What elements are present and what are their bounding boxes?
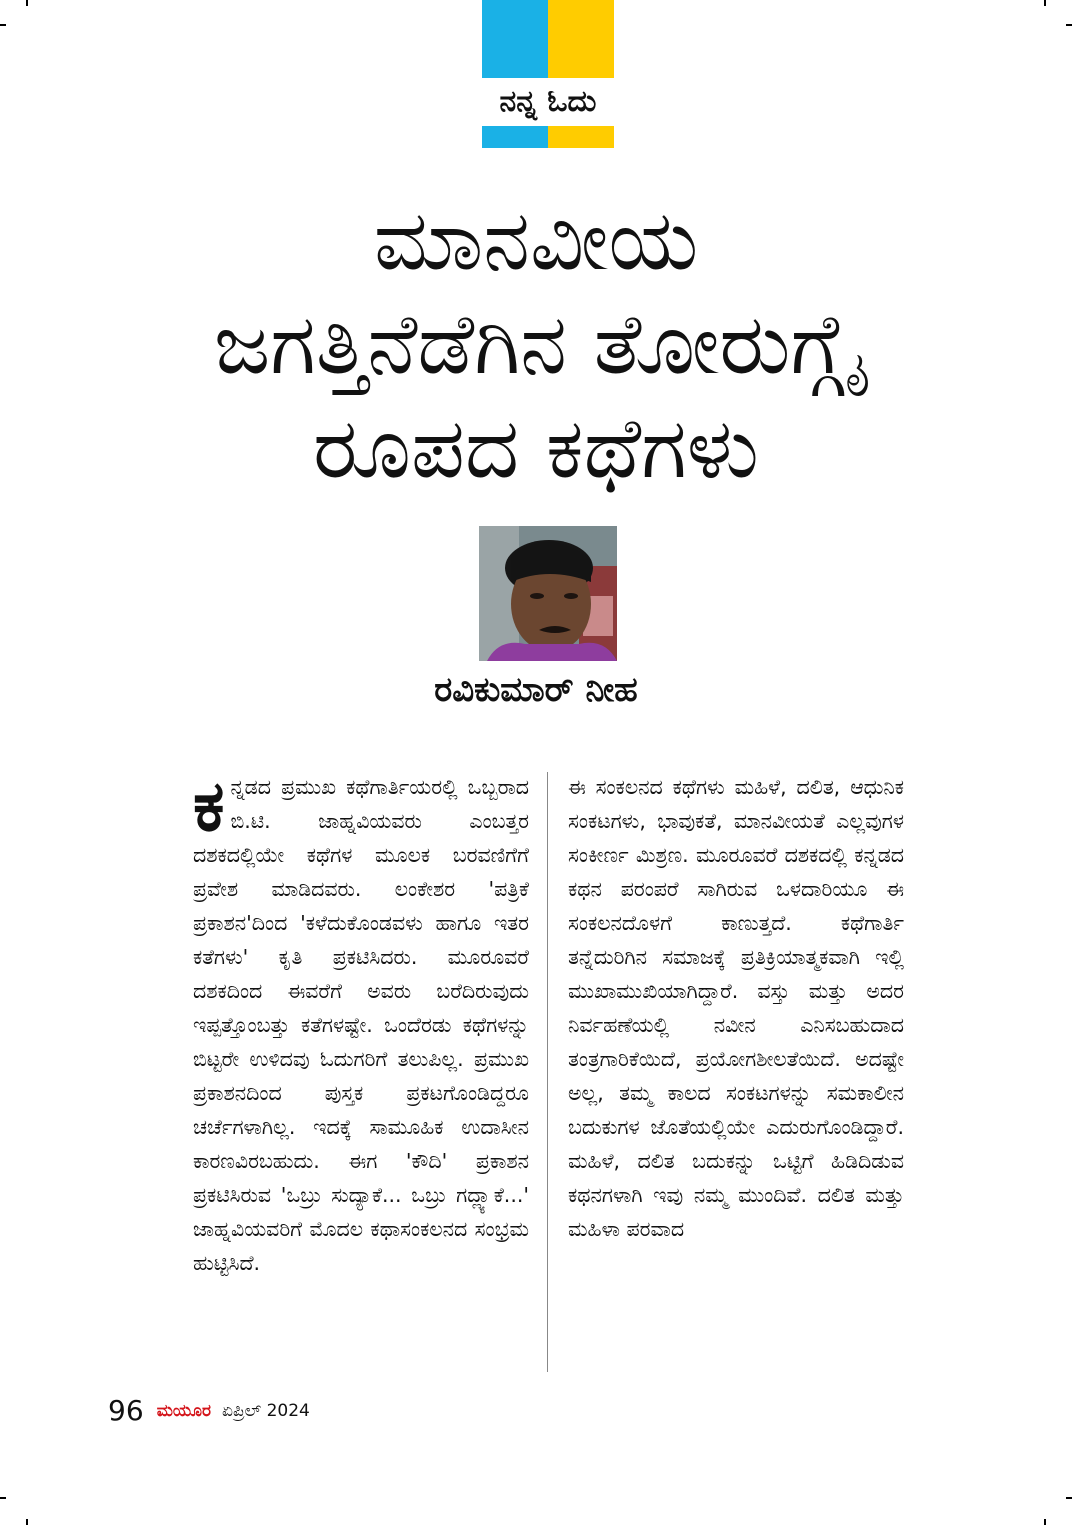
author-name: ರವಿಕುಮಾರ್ ನೀಹ	[434, 670, 638, 710]
article-column-1	[193, 765, 529, 1280]
section-label: ನನ್ನ ಓದು	[499, 84, 597, 119]
article-text-2: ಈ ಸಂಕಲನದ ಕಥೆಗಳು ಮಹಿಳೆ, ದಲಿತ, ಆಧುನಿಕ ಸಂಕಟಗಳು, ಭಾವುಕತೆ, ಮಾನವೀಯತೆ ಎಲ್ಲವುಗಳ ಸಂಕೀರ್ಣ ಮಿಶ್ರಣ. ಮೂರೂವರೆ ದಶಕದಲ್ಲಿ ಕನ್ನಡದ ಕಥನ ಪರಂಪರೆ ಸಾಗಿರುವ ಒಳದಾರಿಯೂ ಈ ಸಂಕಲನದೊಳಗೆ ಕಾಣುತ್ತದೆ. ಕಥೆಗಾರ್ತಿ ತನ್ನೆದುರಿಗಿನ ಸಮಾಜಕ್ಕೆ ಪ್ರತಿಕ್ರಿಯಾತ್ಮಕವಾಗಿ ಇಲ್ಲಿ ಮುಖಾಮುಖಿಯಾಗಿದ್ದಾರೆ. ವಸ್ತು ಮತ್ತು ಅದರ ನಿರ್ವಹಣೆಯಲ್ಲಿ ನವೀನ ಎನಿಸಬಹುದಾದ ತಂತ್ರಗಾರಿಕೆಯಿದೆ, ಪ್ರಯೋಗಶೀಲತೆಯಿದೆ. ಅದಷ್ಟೇ ಅಲ್ಲ, ತಮ್ಮ ಕಾಲದ ಸಂಕಟಗಳನ್ನು ಸಮಕಾಲೀನ ಬದುಕುಗಳ ಜೊತೆಯಲ್ಲಿಯೇ ಎದುರುಗೊಂಡಿದ್ದಾರೆ. ಮಹಿಳೆ, ದಲಿತ ಬದುಕನ್ನು ಒಟ್ಟಿಗೆ ಹಿಡಿದಿಡುವ ಕಥನಗಳಾಗಿ ಇವು ನಮ್ಮ ಮುಂದಿವೆ. ದಲಿತ ಮತ್ತು ಮಹಿಳಾ ಪರವಾದ	[568, 775, 904, 1241]
headline	[120, 188, 952, 500]
page-number: 96	[108, 1394, 144, 1427]
headline-line-3: ರೂಪದ ಕಥೆಗಳು	[312, 399, 760, 497]
crop-mark	[26, 0, 28, 6]
crop-mark	[26, 1519, 28, 1525]
issue-date: ಏಪ್ರಿಲ್ 2024	[222, 1400, 310, 1421]
magazine-name: ಮಯೂರ	[156, 1400, 211, 1421]
crop-mark	[1066, 24, 1072, 26]
section-logo	[482, 0, 614, 148]
headline-line-2: ಜಗತ್ತಿನೆಡೆಗಿನ ತೋರುಗ್ಗೈ	[213, 295, 859, 393]
crop-mark	[0, 24, 6, 26]
crop-mark	[0, 1497, 6, 1499]
drop-cap: ಕ	[193, 765, 225, 847]
headline-line-1: ಮಾನವೀಯ	[373, 191, 699, 289]
crop-mark	[1044, 0, 1046, 6]
crop-mark	[1044, 1519, 1046, 1525]
author-photo	[479, 526, 617, 661]
column-divider	[547, 772, 548, 1372]
page-footer	[108, 1394, 310, 1430]
article-text-1: ನ್ನಡದ ಪ್ರಮುಖ ಕಥೆಗಾರ್ತಿಯರಲ್ಲಿ ಒಬ್ಬರಾದ ಬಿ.ಟಿ. ಜಾಹ್ನವಿಯವರು ಎಂಬತ್ತರ ದಶಕದಲ್ಲಿಯೇ ಕಥೆಗಳ ಮೂಲಕ ಬರವಣಿಗೆಗೆ ಪ್ರವೇಶ ಮಾಡಿದವರು. ಲಂಕೇಶರ 'ಪತ್ರಿಕೆ ಪ್ರಕಾಶನ'ದಿಂದ 'ಕಳೆದುಕೊಂಡವಳು ಹಾಗೂ ಇತರ ಕತೆಗಳು' ಕೃತಿ ಪ್ರಕಟಿಸಿದರು. ಮೂರೂವರೆ ದಶಕದಿಂದ ಈವರೆಗೆ ಅವರು ಬರೆದಿರುವುದು ಇಪ್ಪತ್ತೊಂಬತ್ತು ಕತೆಗಳಷ್ಟೇ. ಒಂದೆರಡು ಕಥೆಗಳನ್ನು ಬಿಟ್ಟರೇ ಉಳಿದವು ಓದುಗರಿಗೆ ತಲುಪಿಲ್ಲ. ಪ್ರಮುಖ ಪ್ರಕಾಶನದಿಂದ ಪುಸ್ತಕ ಪ್ರಕಟಗೊಂಡಿದ್ದರೂ ಚರ್ಚೆಗಳಾಗಿಲ್ಲ. ಇದಕ್ಕೆ ಸಾಮೂಹಿಕ ಉದಾಸೀನ ಕಾರಣವಿರಬಹುದು. ಈಗ 'ಕೌದಿ' ಪ್ರಕಾಶನ ಪ್ರಕಟಿಸಿರುವ 'ಒಬ್ರು ಸುದ್ಯಾಕೆ... ಒಬ್ರು ಗದ್ಲ್ಯಾಕೆ...' ಜಾಹ್ನವಿಯವರಿಗೆ ಮೊದಲ ಕಥಾಸಂಕಲನದ ಸಂಭ್ರಮ ಹುಟ್ಟಿಸಿದೆ.	[193, 775, 529, 1275]
crop-mark	[1066, 1497, 1072, 1499]
article-column-2	[568, 770, 904, 1246]
